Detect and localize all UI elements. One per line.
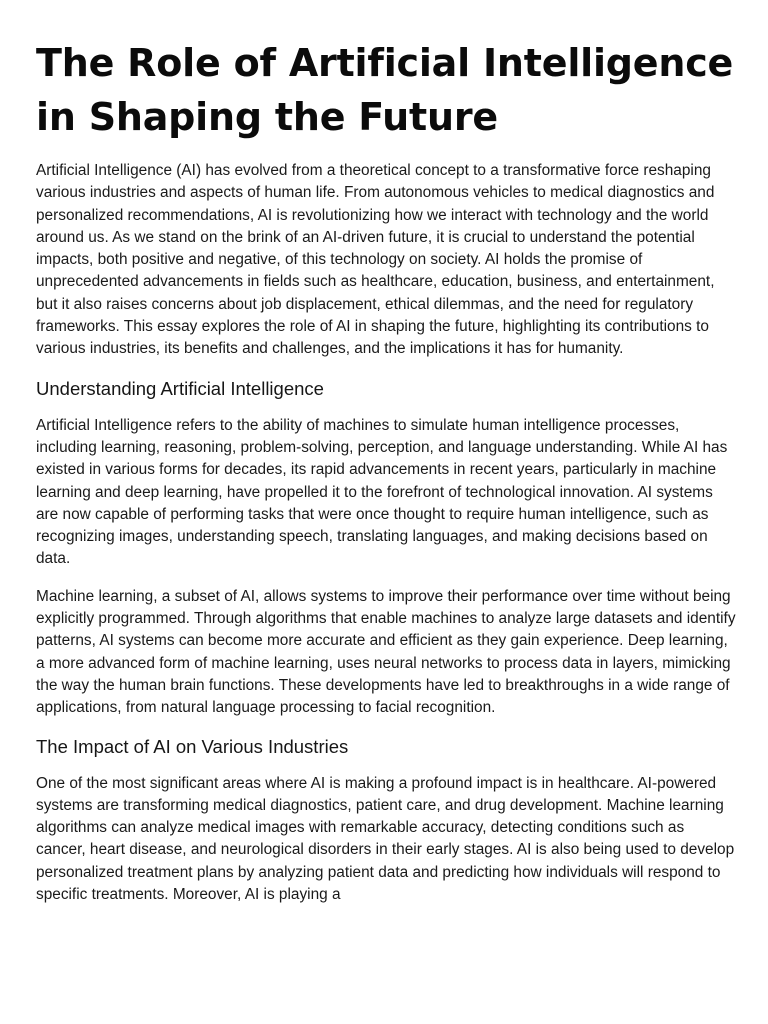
section-heading-understanding-ai: Understanding Artificial Intelligence xyxy=(36,377,324,399)
section-paragraph: One of the most significant areas where AI is making a profound impact is in healthcare. AI-powered systems are transforming medical diagnostics, patient care, and drug development. Machine learning algorithms can analyze medical images with remarkable accuracy, detecting conditions such as cancer, heart disease, and neurological disorders in their early stages. AI is also being used to develop personalized treatment plans by analyzing patient data and predicting how individuals will respond to specific treatments. Moreover, AI is playing a xyxy=(36,774,735,904)
document-page xyxy=(36,36,736,906)
intro-paragraph: Artificial Intelligence (AI) has evolved from a theoretical concept to a transformative force reshaping various industries and aspects of human life. From autonomous vehicles to medical diagnostics and personalized recommendations, AI is revolutionizing how we interact with technology and the world around us. As we stand on the brink of an AI-driven future, it is crucial to understand the potential impacts, both positive and negative, of this technology on society. AI holds the promise of unprecedented advancements in fields such as healthcare, education, business, and entertainment, but it also raises concerns about job displacement, ethical dilemmas, and the need for regulatory frameworks. This essay explores the role of AI in shaping the future, highlighting its contributions to various industries, its benefits and challenges, and the implications it has for humanity. xyxy=(36,162,715,358)
document-title: The Role of Artificial Intelligence in Shaping the Future xyxy=(36,41,734,139)
section-paragraph: Artificial Intelligence refers to the ability of machines to simulate human intelligence processes, including learning, reasoning, problem-solving, perception, and language understanding. While AI has existed in various forms for decades, its rapid advancements in recent years, particularly in machine learning and deep learning, have propelled it to the forefront of technological innovation. AI systems are now capable of performing tasks that were once thought to require human intelligence, such as recognizing images, understanding speech, translating languages, and making decisions based on data. xyxy=(36,416,728,568)
section-heading-impact-on-industries: The Impact of AI on Various Industries xyxy=(36,735,349,757)
section-paragraph: Machine learning, a subset of AI, allows systems to improve their performance over time without being explicitly programmed. Through algorithms that enable machines to analyze large datasets and identify patterns, AI systems can become more accurate and efficient as they gain experience. Deep learning, a more advanced form of machine learning, uses neural networks to process data in layers, mimicking the way the human brain functions. These developments have led to breakthroughs in a wide range of applications, from natural language processing to facial recognition. xyxy=(36,587,736,717)
